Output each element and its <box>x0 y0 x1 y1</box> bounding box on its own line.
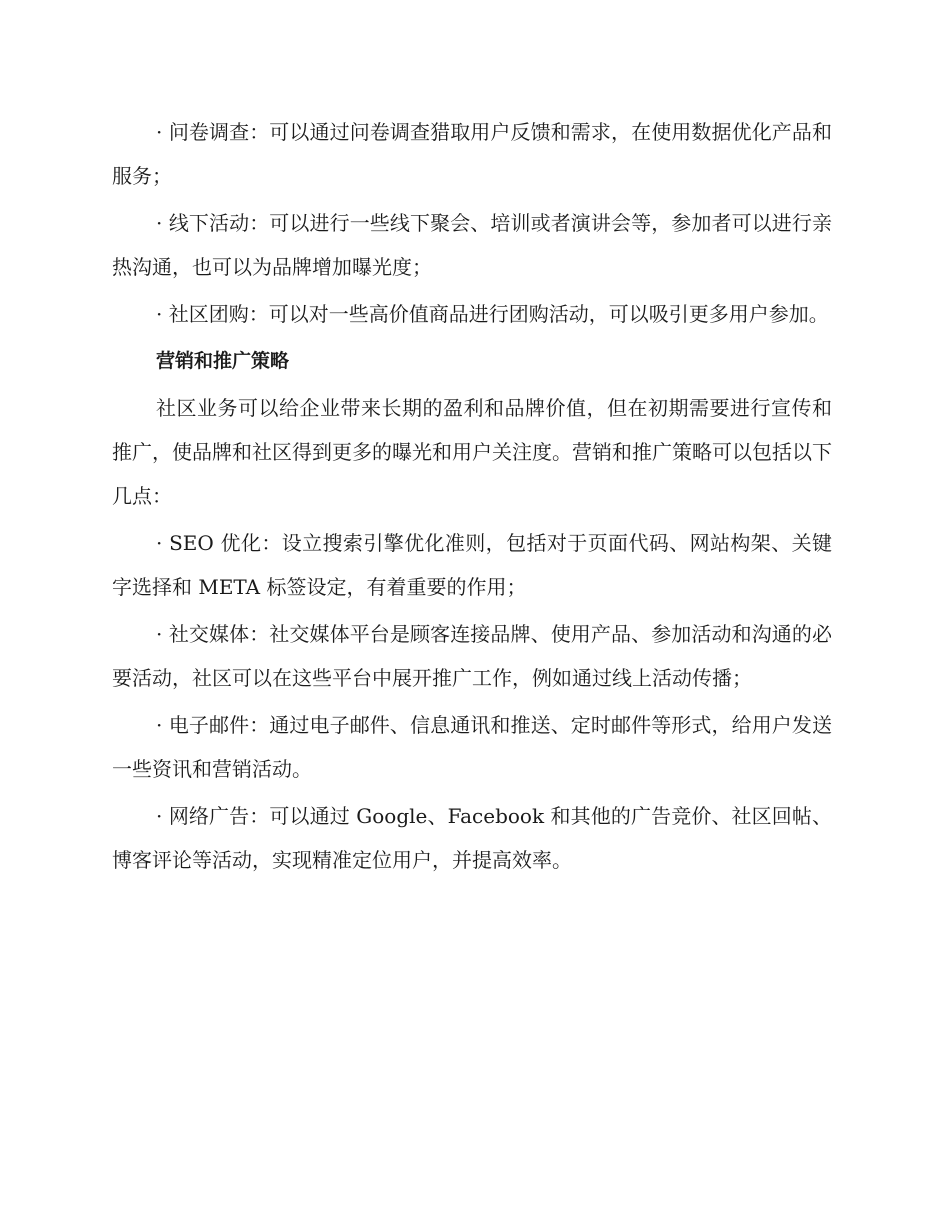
bullet-online-ads: · 网络广告：可以通过 Google、Facebook 和其他的广告竞价、社区回帖、博客评论等活动，实现精准定位用户，并提高效率。 <box>112 804 832 872</box>
bullet-group-buying: · 社区团购：可以对一些高价值商品进行团购活动，可以吸引更多用户参加。 <box>156 302 829 326</box>
document-page <box>112 110 832 885</box>
bullet-seo: · SEO 优化：设立搜索引擎优化准则，包括对于页面代码、网站构架、关键字选择和 META 标签设定，有着重要的作用； <box>112 531 832 599</box>
bullet-email: · 电子邮件：通过电子邮件、信息通讯和推送、定时邮件等形式，给用户发送一些资讯和营销活动。 <box>112 713 832 781</box>
bullet-survey: · 问卷调查：可以通过问卷调查猎取用户反馈和需求，在使用数据优化产品和服务； <box>112 120 832 188</box>
bullet-social-media: · 社交媒体：社交媒体平台是顾客连接品牌、使用产品、参加活动和沟通的必要活动，社区可以在这些平台中展开推广工作，例如通过线上活动传播； <box>112 622 832 690</box>
intro-paragraph: 社区业务可以给企业带来长期的盈利和品牌价值，但在初期需要进行宣传和推广，使品牌和社区得到更多的曝光和用户关注度。营销和推广策略可以包括以下几点： <box>112 396 832 508</box>
section-heading: 营销和推广策略 <box>156 350 290 372</box>
bullet-offline-events: · 线下活动：可以进行一些线下聚会、培训或者演讲会等，参加者可以进行亲热沟通，也可以为品牌增加曝光度； <box>112 211 832 279</box>
